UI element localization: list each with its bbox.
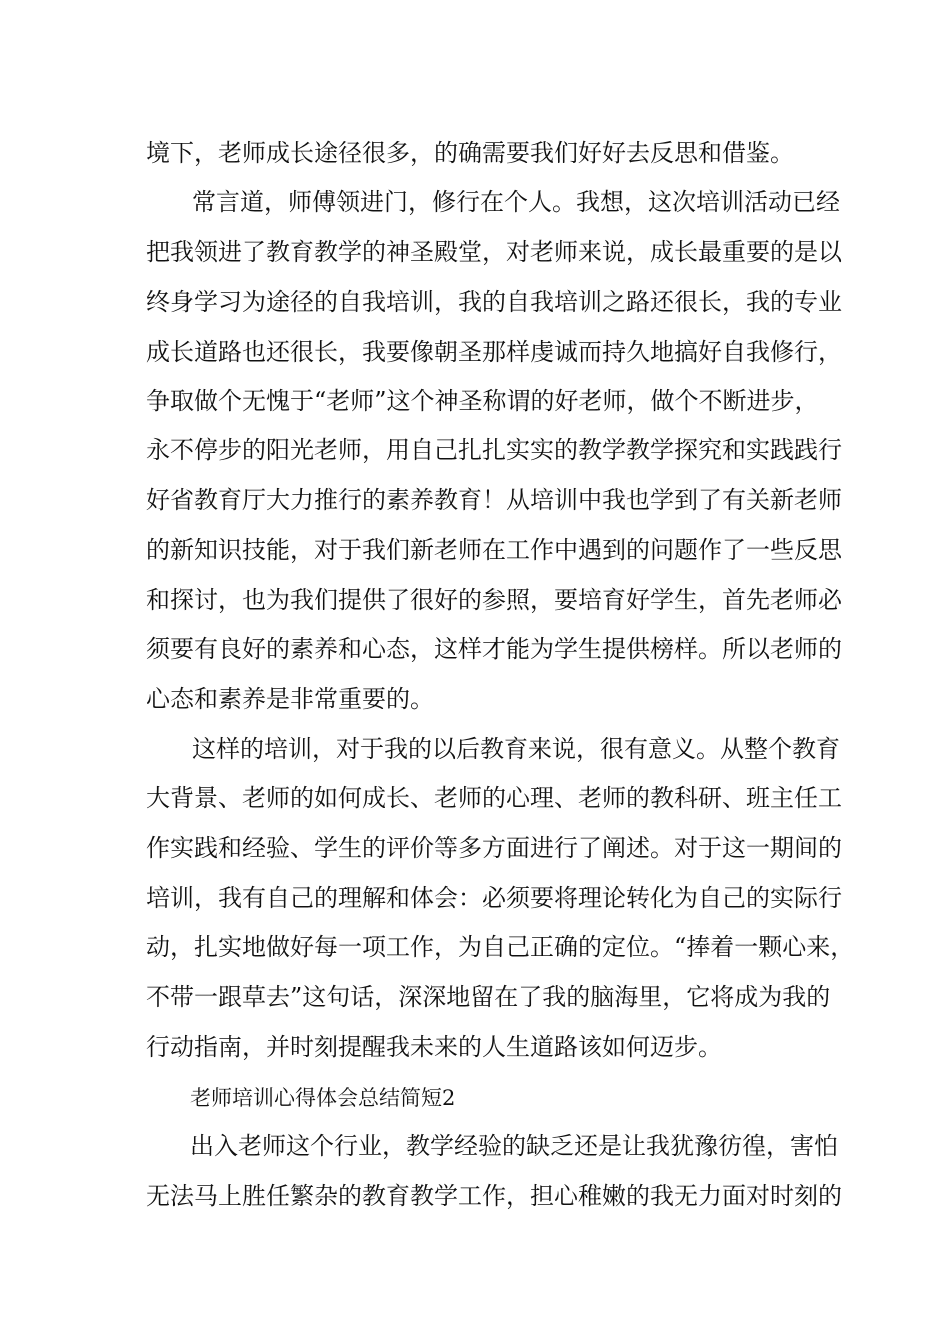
paragraph-line: 行动指南，并时刻提醒我未来的人生道路该如何迈步。 [146, 1033, 722, 1061]
paragraph-line: 不带一跟草去”这句话，深深地留在了我的脑海里，它将成为我的 [146, 983, 831, 1011]
section-heading: 老师培训心得体会总结简短2 [190, 1086, 456, 1110]
paragraph-line: 争取做个无愧于“老师”这个神圣称谓的好老师，做个不断进步， [146, 387, 819, 415]
paragraph-line: 把我领进了教育教学的神圣殿堂，对老师来说，成长最重要的是以 [146, 238, 842, 266]
paragraph-line: 这样的培训，对于我的以后教育来说，很有意义。从整个教育 [192, 735, 840, 763]
paragraph-line: 和探讨，也为我们提供了很好的参照，要培育好学生，首先老师必 [146, 586, 842, 614]
paragraph-line: 须要有良好的素养和心态，这样才能为学生提供榜样。所以老师的 [146, 635, 842, 663]
paragraph-line: 的新知识技能，对于我们新老师在工作中遇到的问题作了一些反思 [146, 536, 842, 564]
paragraph-line: 常言道，师傅领进门，修行在个人。我想，这次培训活动已经 [192, 188, 840, 216]
paragraph-line: 成长道路也还很长，我要像朝圣那样虔诚而持久地搞好自我修行， [146, 338, 842, 366]
paragraph-line: 出入老师这个行业，教学经验的缺乏还是让我犹豫彷徨，害怕 [190, 1132, 838, 1160]
paragraph-line: 动，扎实地做好每一项工作，为自己正确的定位。“捧着一颗心来， [146, 933, 855, 961]
paragraph-line: 作实践和经验、学生的评价等多方面进行了阐述。对于这一期间的 [146, 834, 842, 862]
paragraph-line: 培训，我有自己的理解和体会：必须要将理论转化为自己的实际行 [146, 884, 842, 912]
paragraph-line: 境下，老师成长途径很多，的确需要我们好好去反思和借鉴。 [146, 139, 794, 167]
paragraph-line: 终身学习为途径的自我培训，我的自我培训之路还很长，我的专业 [146, 288, 842, 316]
paragraph-line: 永不停步的阳光老师，用自己扎扎实实的教学教学探究和实践践行 [146, 436, 842, 464]
paragraph-line: 大背景、老师的如何成长、老师的心理、老师的教科研、班主任工 [146, 784, 842, 812]
paragraph-line: 心态和素养是非常重要的。 [146, 685, 434, 713]
paragraph-line: 好省教育厅大力推行的素养教育！从培训中我也学到了有关新老师 [146, 486, 842, 514]
paragraph-line: 无法马上胜任繁杂的教育教学工作，担心稚嫩的我无力面对时刻的 [146, 1182, 842, 1210]
